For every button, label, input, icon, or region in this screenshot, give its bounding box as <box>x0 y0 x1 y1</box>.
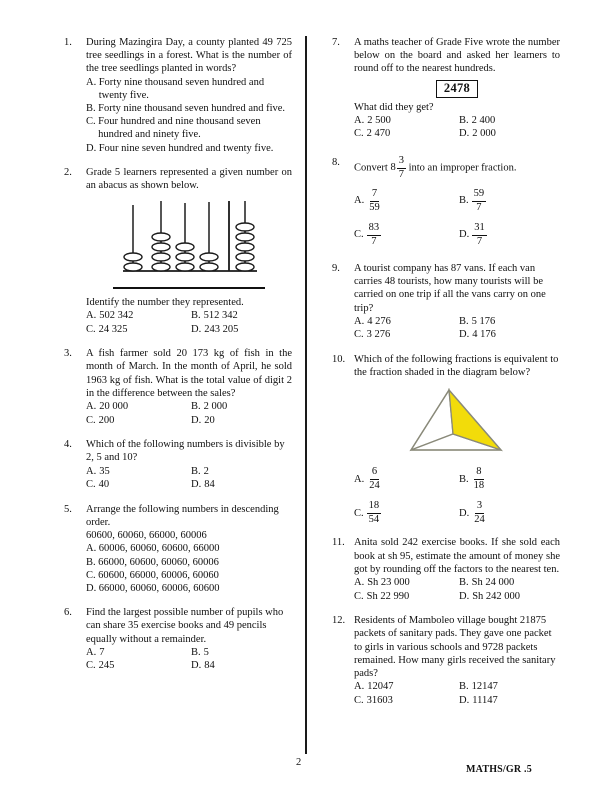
footer-code: MATHS/GR .5 <box>466 764 532 775</box>
abacus-figure <box>86 199 292 279</box>
mixed-fraction <box>397 156 406 180</box>
option-text: 200 <box>98 414 115 426</box>
option-fraction <box>472 467 487 491</box>
option-letter: C. <box>354 128 364 140</box>
answer-blank-rule <box>113 287 265 289</box>
option-fraction <box>367 501 382 525</box>
option-letter: C. <box>354 590 364 602</box>
option-text: Sh 22 990 <box>366 590 410 602</box>
option-fraction <box>472 223 487 247</box>
option-letter: A. <box>354 473 365 485</box>
question-7 <box>332 36 560 141</box>
option-b[interactable] <box>459 189 560 213</box>
option-letter: A. <box>354 315 365 327</box>
option-text: Sh 23 000 <box>367 577 410 589</box>
option-list <box>354 576 560 603</box>
question-number: 4. <box>64 439 72 451</box>
question-12 <box>332 614 560 707</box>
option-d[interactable] <box>191 323 292 337</box>
option-list <box>86 76 292 155</box>
option-a[interactable] <box>354 315 455 329</box>
column-divider <box>305 36 307 754</box>
option-c[interactable] <box>86 569 292 582</box>
option-text: 2 400 <box>471 114 496 126</box>
option-text: 11147 <box>472 694 498 706</box>
question-stem: Grade 5 learners represented a given number on an abacus as shown below. <box>86 166 292 192</box>
option-b[interactable] <box>459 114 560 128</box>
option-text: 4 276 <box>367 315 391 327</box>
triangle-figure <box>354 386 560 458</box>
option-letter: B. <box>191 465 201 477</box>
option-text: Sh 242 000 <box>472 590 521 602</box>
option-a[interactable] <box>86 76 292 102</box>
question-number: 11. <box>332 537 345 549</box>
option-text: 60600, 66000, 60006, 60060 <box>98 569 219 581</box>
option-text: 12147 <box>471 681 498 693</box>
option-text: 2 000 <box>472 128 496 140</box>
fraction-denominator: 7 <box>476 201 482 213</box>
option-d[interactable] <box>191 414 292 428</box>
option-d[interactable] <box>191 659 292 673</box>
right-column <box>332 36 560 718</box>
option-fraction <box>367 223 382 247</box>
fraction-denominator: 7 <box>371 235 377 247</box>
option-letter: C. <box>354 507 364 519</box>
option-letter: B. <box>459 195 469 207</box>
option-b[interactable] <box>459 315 560 329</box>
option-letter: B. <box>86 103 96 115</box>
option-list <box>354 114 560 141</box>
option-letter: D. <box>459 329 470 341</box>
question-9 <box>332 262 560 342</box>
option-letter: A. <box>354 577 365 589</box>
fraction-numerator: 18 <box>367 501 382 514</box>
question-10 <box>332 353 560 525</box>
identify-prompt: Identify the number they represented. <box>86 296 244 308</box>
fraction-denominator: 54 <box>368 513 380 525</box>
option-d[interactable] <box>459 694 560 708</box>
option-letter: D. <box>191 414 202 426</box>
question-number: 10. <box>332 354 346 365</box>
option-text: 20 <box>204 414 215 426</box>
option-letter: C. <box>86 569 96 581</box>
option-letter: C. <box>354 329 364 341</box>
fraction-numerator: 3 <box>475 501 484 514</box>
option-b[interactable] <box>459 576 560 590</box>
option-text: 40 <box>98 479 110 491</box>
option-text: 2 000 <box>203 401 228 413</box>
question-stem: Which of the following fractions is equivalent to the fraction shaded in the diagram below? <box>354 354 559 379</box>
fraction-numerator: 59 <box>472 189 487 202</box>
option-text: 243 205 <box>204 323 239 335</box>
fraction-numerator: 31 <box>472 223 487 236</box>
option-letter: C. <box>86 660 96 672</box>
option-letter: B. <box>86 556 96 568</box>
question-number: 3. <box>64 348 72 360</box>
option-list <box>354 315 560 342</box>
option-text: 20 000 <box>99 401 129 413</box>
option-letter: D. <box>459 694 470 706</box>
question-stem: Anita sold 242 exercise books. If she sold each book at sh 95, estimate the amount of money she got by rounding off the factors to the nearest ten. <box>354 537 560 575</box>
option-c[interactable] <box>86 414 187 428</box>
option-text: 5 <box>203 646 209 658</box>
option-letter: B. <box>459 681 469 693</box>
fraction-denominator: 18 <box>473 479 485 491</box>
option-list <box>86 646 292 673</box>
page-number: 2 <box>296 757 302 768</box>
question-number: 7. <box>332 37 340 48</box>
abacus-svg <box>119 199 259 279</box>
option-letter: A. <box>86 646 97 658</box>
option-letter: C. <box>86 479 96 491</box>
option-list <box>86 400 292 427</box>
question-number: 12. <box>332 615 346 627</box>
option-text: 12047 <box>367 681 394 693</box>
option-text: 2 470 <box>366 128 391 140</box>
option-text: Four hundred and nine thousand seven hundred and ninety five. <box>98 116 261 141</box>
option-letter: B. <box>459 577 469 589</box>
option-c[interactable] <box>354 127 455 141</box>
fraction-denominator: 7 <box>398 168 404 180</box>
fraction-denominator: 59 <box>369 201 380 213</box>
option-text: 84 <box>204 660 215 672</box>
option-letter: A. <box>354 681 365 693</box>
option-letter: B. <box>191 646 201 658</box>
fraction-denominator: 24 <box>474 513 485 525</box>
option-c[interactable] <box>86 115 292 141</box>
question-number: 2. <box>64 166 72 178</box>
option-a[interactable] <box>86 400 187 414</box>
option-text: 245 <box>98 660 115 672</box>
option-a[interactable] <box>354 576 455 590</box>
option-b[interactable] <box>86 556 292 569</box>
fraction-numerator: 3 <box>397 156 406 169</box>
option-d[interactable] <box>459 127 560 141</box>
option-letter: D. <box>459 128 470 140</box>
option-c[interactable] <box>354 694 455 708</box>
option-letter: A. <box>86 465 97 477</box>
option-c[interactable] <box>86 323 187 337</box>
option-letter: D. <box>191 323 202 335</box>
fraction-denominator: 24 <box>369 479 380 491</box>
option-text: 35 <box>99 465 110 477</box>
option-d[interactable] <box>459 223 560 247</box>
option-letter: D. <box>459 507 470 519</box>
question-4 <box>64 438 292 492</box>
option-d[interactable] <box>459 328 560 342</box>
option-text: 4 176 <box>472 329 496 341</box>
option-text: 84 <box>204 479 215 491</box>
option-b[interactable] <box>459 680 560 694</box>
question-number: 8. <box>332 157 340 168</box>
option-letter: B. <box>459 473 469 485</box>
question-stem <box>354 156 560 180</box>
option-letter: D. <box>86 583 97 595</box>
option-list <box>86 309 292 336</box>
boxed-number-wrapper <box>354 80 560 98</box>
fraction-numerator: 6 <box>370 467 379 480</box>
option-letter: A. <box>86 76 97 88</box>
option-b[interactable] <box>191 309 292 323</box>
option-letter: C. <box>354 694 364 706</box>
option-list <box>86 542 292 595</box>
option-d[interactable] <box>86 582 292 595</box>
left-column <box>64 36 292 684</box>
option-list <box>354 189 560 247</box>
question-stem: A fish farmer sold 20 173 kg of fish in the month of March. In the month of April, he sold 1963 kg of fish. What is the total value of digit 2 in the difference between the sales? <box>86 348 292 399</box>
question-number: 9. <box>332 263 340 274</box>
option-text: 60006, 60060, 60600, 66000 <box>98 543 220 555</box>
option-list <box>354 467 560 525</box>
option-a[interactable] <box>354 189 455 213</box>
option-b[interactable] <box>191 400 292 414</box>
option-list <box>86 465 292 492</box>
option-d[interactable] <box>459 501 560 525</box>
question-stem: Find the largest possible number of pupils who can share 35 exercise books and 49 pencils equally without a remainder. <box>86 607 284 645</box>
option-letter: A. <box>86 310 97 322</box>
question-3 <box>64 347 292 427</box>
option-a[interactable] <box>86 542 292 555</box>
question-1 <box>64 36 292 155</box>
question-number: 1. <box>64 37 72 48</box>
option-text: 2 500 <box>367 114 391 126</box>
option-letter: B. <box>191 310 201 322</box>
option-letter: A. <box>354 114 365 126</box>
question-2 <box>64 166 292 336</box>
option-text: 512 342 <box>203 310 238 322</box>
given-sequence: 60600, 60060, 66000, 60006 <box>86 530 207 542</box>
option-a[interactable] <box>354 680 455 694</box>
option-b[interactable] <box>191 465 292 479</box>
option-a[interactable] <box>86 309 187 323</box>
question-prompt: What did they get? <box>354 101 434 113</box>
option-fraction <box>367 189 382 213</box>
option-a[interactable] <box>86 465 187 479</box>
question-5 <box>64 503 292 595</box>
option-text: Sh 24 000 <box>471 577 515 589</box>
question-stem: Residents of Mamboleo village bought 21875 packets of sanitary pads. They gave one packet to girls in various schools and 9728 packets remained. How many girls received the sanitary pads? <box>354 615 556 680</box>
option-letter: D. <box>191 660 202 672</box>
option-letter: D. <box>86 142 97 154</box>
option-a[interactable] <box>86 646 187 660</box>
option-list <box>354 680 560 707</box>
question-stem: During Mazingira Day, a county planted 49 725 tree seedlings in a forest. What is the number of the tree seedlings planted in words? <box>86 37 292 75</box>
fraction-denominator: 7 <box>476 235 483 247</box>
stem-after: into an improper fraction. <box>408 162 517 174</box>
option-c[interactable] <box>354 328 455 342</box>
option-letter: C. <box>86 323 96 335</box>
option-letter: D. <box>459 590 470 602</box>
question-number: 6. <box>64 607 72 619</box>
fraction-numerator: 8 <box>474 467 483 480</box>
question-8 <box>332 156 560 247</box>
option-letter: D. <box>459 229 470 241</box>
option-c[interactable] <box>86 478 187 492</box>
option-text: 66000, 60600, 60060, 60006 <box>98 556 219 568</box>
triangle-svg <box>405 386 509 458</box>
option-fraction <box>367 467 382 491</box>
fraction-numerator: 83 <box>367 223 382 236</box>
option-text: 66000, 60060, 60006, 60600 <box>98 583 220 595</box>
question-number: 5. <box>64 503 72 515</box>
option-c[interactable] <box>354 590 455 604</box>
option-text: 502 342 <box>99 310 134 322</box>
option-letter: B. <box>191 401 201 413</box>
option-letter: A. <box>354 195 365 207</box>
option-letter: A. <box>86 401 97 413</box>
mixed-whole: 8 <box>390 162 396 174</box>
option-letter: C. <box>86 414 96 426</box>
option-text: Forty nine thousand seven hundred and five. <box>98 103 286 115</box>
question-stem: Arrange the following numbers in descending order. <box>86 503 279 529</box>
option-b[interactable] <box>459 467 560 491</box>
option-text: 24 325 <box>98 323 128 335</box>
boxed-number: 2478 <box>436 80 478 98</box>
option-letter: C. <box>354 229 364 241</box>
mixed-number <box>390 156 406 180</box>
option-text: Forty nine thousand seven hundred and twenty five. <box>98 76 265 101</box>
option-c[interactable] <box>86 659 187 673</box>
question-stem: Which of the following numbers is divisible by 2, 5 and 10? <box>86 439 285 464</box>
option-text: 7 <box>99 646 105 658</box>
option-d[interactable] <box>86 142 292 155</box>
question-11 <box>332 536 560 603</box>
question-6 <box>64 606 292 673</box>
stem-before: Convert <box>354 162 388 174</box>
option-c[interactable] <box>354 501 455 525</box>
option-fraction <box>472 189 487 213</box>
option-a[interactable] <box>354 467 455 491</box>
option-text: 2 <box>203 465 209 477</box>
option-d[interactable] <box>459 590 560 604</box>
question-stem: A maths teacher of Grade Five wrote the number below on the board and asked her learners to round off to the nearest hundreds. <box>354 37 560 75</box>
option-c[interactable] <box>354 223 455 247</box>
option-letter: B. <box>459 114 469 126</box>
option-text: 31603 <box>366 694 393 706</box>
option-text: 3 276 <box>366 329 391 341</box>
option-letter: B. <box>459 315 469 327</box>
fraction-numerator: 7 <box>370 189 379 202</box>
option-b[interactable] <box>86 102 292 115</box>
option-b[interactable] <box>191 646 292 660</box>
option-d[interactable] <box>191 478 292 492</box>
option-letter: D. <box>191 479 202 491</box>
option-fraction <box>472 501 487 525</box>
option-letter: A. <box>86 543 97 555</box>
question-stem: A tourist company has 87 vans. If each van carries 48 tourists, how many tourists will be carried on one trip if all the vans carry on one trip? <box>354 263 546 314</box>
option-text: 5 176 <box>471 315 496 327</box>
option-text: Four nine seven hundred and twenty five. <box>98 142 274 154</box>
option-letter: C. <box>86 116 96 128</box>
option-a[interactable] <box>354 114 455 128</box>
